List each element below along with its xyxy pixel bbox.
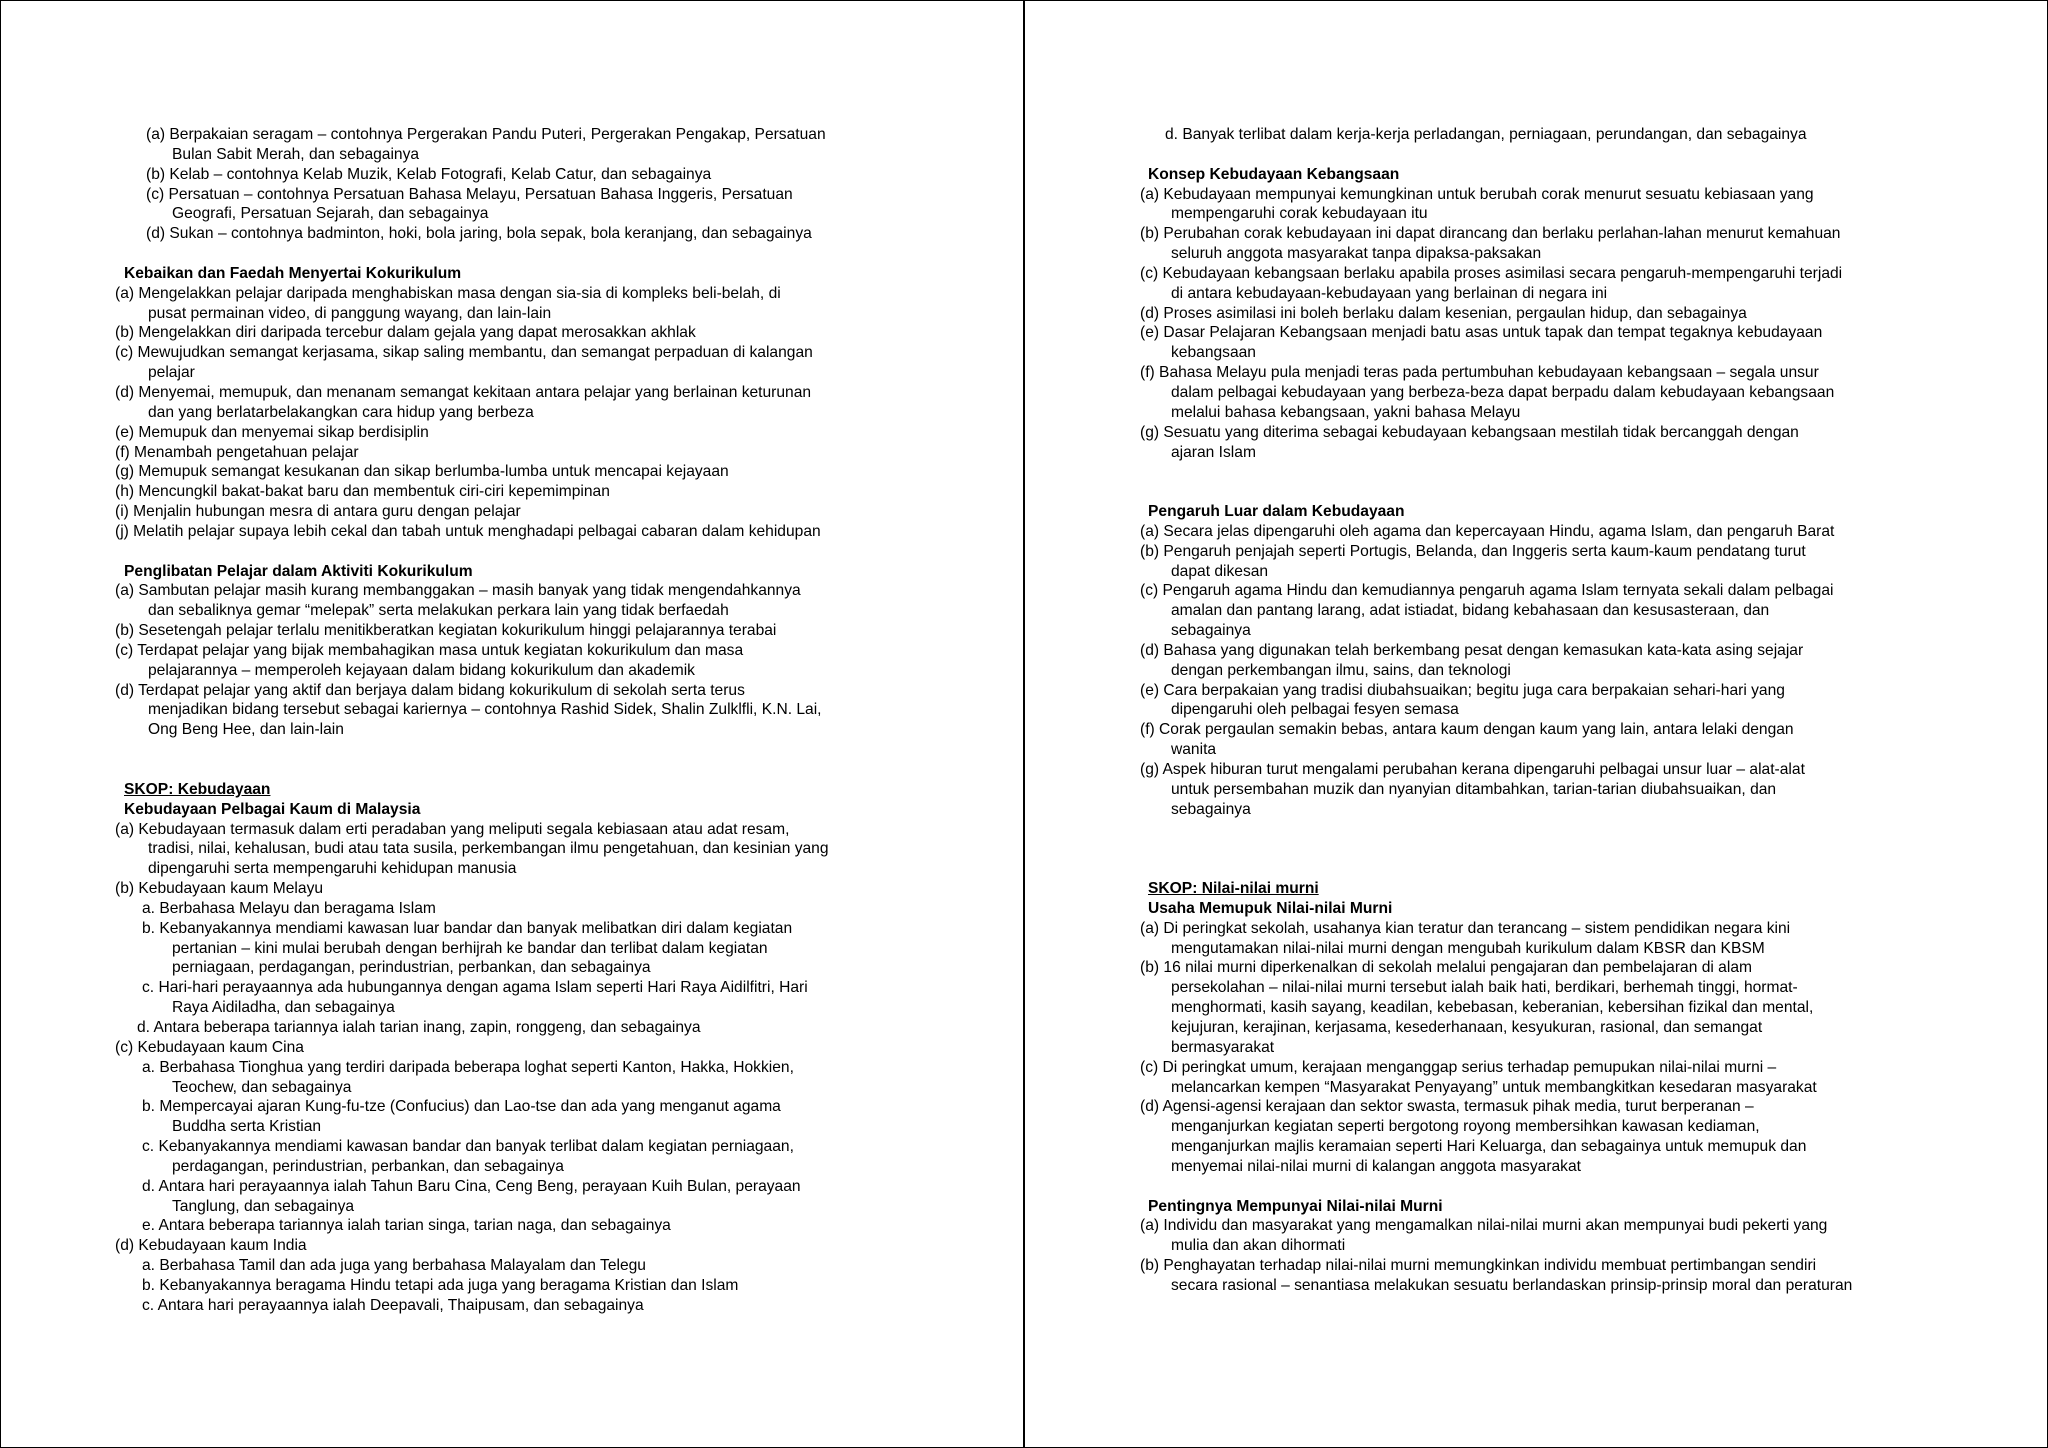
text-line: ajaran Islam xyxy=(1171,443,1256,461)
text-line: Ong Beng Hee, dan lain-lain xyxy=(148,721,344,739)
text-line: persekolahan – nilai-nilai murni tersebut ialah baik hati, berdikari, berhemah tinggi, hormat- xyxy=(1171,979,1798,997)
text-line: (d) Terdapat pelajar yang aktif dan berjaya dalam bidang kokurikulum di sekolah serta terus xyxy=(115,681,745,699)
text-line: (d) Proses asimilasi ini boleh berlaku dalam kesenian, pergaulan hidup, dan sebagainya xyxy=(1140,304,1747,322)
text-line: e. Antara beberapa tariannya ialah tarian singa, tarian naga, dan sebagainya xyxy=(142,1217,671,1235)
text-line: a. Berbahasa Tamil dan ada juga yang berbahasa Malayalam dan Telegu xyxy=(142,1257,646,1275)
text-line: kebangsaan xyxy=(1171,344,1256,362)
text-line: untuk persembahan muzik dan nyanyian ditambahkan, tarian-tarian diubahsuaikan, dan xyxy=(1171,780,1777,798)
text-line: c. Hari-hari perayaannya ada hubungannya dengan agama Islam seperti Hari Raya Aidilfitri, Hari xyxy=(142,979,808,997)
text-line: (f) Menambah pengetahuan pelajar xyxy=(115,443,359,461)
text-line: melalui bahasa kebangsaan, yakni bahasa Melayu xyxy=(1171,403,1521,421)
text-line: dipengaruhi serta mempengaruhi kehidupan manusia xyxy=(148,860,517,878)
text-line: b. Mempercayai ajaran Kung-fu-tze (Confucius) dan Lao-tse dan ada yang menganut agama xyxy=(142,1098,781,1116)
text-line: (b) Mengelakkan diri daripada tercebur dalam gejala yang dapat merosakkan akhlak xyxy=(115,324,696,342)
blank-line xyxy=(1140,820,1970,840)
section-heading: Pentingnya Mempunyai Nilai-nilai Murni xyxy=(1148,1197,1443,1215)
text-line: tradisi, nilai, kehalusan, budi atau tata susila, perkembangan ilmu pengetahuan, dan kesinian yang xyxy=(148,840,829,858)
text-line: (j) Melatih pelajar supaya lebih cekal dan tabah untuk menghadapi pelbagai cabaran dalam kehidupan xyxy=(115,522,821,540)
text-line: d. Banyak terlibat dalam kerja-kerja perladangan, perniagaan, perundangan, dan sebagainya xyxy=(1165,126,1807,143)
text-line: (a) Kebudayaan termasuk dalam erti peradaban yang meliputi segala kebiasaan atau adat resam, xyxy=(115,820,790,838)
text-line: menganjurkan majlis keramaian seperti Hari Keluarga, dan sebagainya untuk memupuk dan xyxy=(1171,1138,1807,1156)
text-line: (a) Mengelakkan pelajar daripada menghabiskan masa dengan sia-sia di kompleks beli-belah, di xyxy=(115,284,781,302)
blank-line xyxy=(1140,839,1970,859)
text-line: Raya Aidiladha, dan sebagainya xyxy=(172,999,395,1017)
text-line: (a) Sambutan pelajar masih kurang membanggakan – masih banyak yang tidak mengendahkannya xyxy=(115,582,801,600)
blank-line xyxy=(1140,1177,1970,1197)
text-line: (b) Sesetengah pelajar terlalu menitikberatkan kegiatan kokurikulum hinggi pelajarannya terabai xyxy=(115,622,777,640)
text-line: c. Antara hari perayaannya ialah Deepavali, Thaipusam, dan sebagainya xyxy=(142,1296,644,1314)
text-line: (c) Pengaruh agama Hindu dan kemudiannya pengaruh agama Islam ternyata sekali dalam pelbagai xyxy=(1140,582,1834,600)
text-line: (b) 16 nilai murni diperkenalkan di sekolah melalui pengajaran dan pembelajaran di alam xyxy=(1140,959,1752,977)
section-heading: Pengaruh Luar dalam Kebudayaan xyxy=(1148,503,1405,521)
text-line: (e) Memupuk dan menyemai sikap berdisiplin xyxy=(115,423,429,441)
text-line: amalan dan pantang larang, adat istiadat, bidang kebahasaan dan kesusasteraan, dan xyxy=(1171,602,1770,620)
text-line: Teochew, dan sebagainya xyxy=(172,1078,352,1096)
text-line: (d) Kebudayaan kaum India xyxy=(115,1237,307,1255)
blank-line xyxy=(115,740,915,760)
text-line: d. Antara hari perayaannya ialah Tahun Baru Cina, Ceng Beng, perayaan Kuih Bulan, perayaan xyxy=(142,1177,801,1195)
text-line: sebagainya xyxy=(1171,622,1251,640)
section-heading: SKOP: Nilai-nilai murni xyxy=(1148,880,1319,898)
blank-line xyxy=(1140,145,1970,165)
text-line: (d) Agensi-agensi kerajaan dan sektor swasta, termasuk pihak media, turut berperanan – xyxy=(1140,1098,1754,1116)
text-line: (d) Sukan – contohnya badminton, hoki, bola jaring, bola sepak, bola keranjang, dan sebagainya xyxy=(146,225,812,243)
section-heading: Kebaikan dan Faedah Menyertai Kokurikulum xyxy=(124,264,462,282)
text-line: (b) Pengaruh penjajah seperti Portugis, Belanda, dan Inggeris serta kaum-kaum pendatang turut xyxy=(1140,542,1806,560)
text-line: (g) Memupuk semangat kesukanan dan sikap berlumba-lumba untuk mencapai kejayaan xyxy=(115,463,729,481)
text-line: menyemai nilai-nilai murni di kalangan anggota masyarakat xyxy=(1171,1157,1581,1175)
blank-line xyxy=(115,244,915,264)
text-line: dalam pelbagai kebudayaan yang berbeza-beza dapat berpadu dalam kebudayaan kebangsaan xyxy=(1171,383,1835,401)
text-line: dan yang berlatarbelakangkan cara hidup yang berbeza xyxy=(148,403,534,421)
text-line: (e) Dasar Pelajaran Kebangsaan menjadi batu asas untuk tapak dan tempat tegaknya kebudayaan xyxy=(1140,324,1823,342)
page-divider xyxy=(1023,0,1025,1448)
text-line: kejujuran, kerajinan, kerjasama, kesederhanaan, kesyukuran, rasional, dan semangat xyxy=(1171,1018,1763,1036)
text-line: pelajar xyxy=(148,364,195,382)
text-line: (c) Di peringkat umum, kerajaan menganggap serius terhadap pemupukan nilai-nilai murni – xyxy=(1140,1058,1777,1076)
text-line: d. Antara beberapa tariannya ialah tarian inang, zapin, ronggeng, dan sebagainya xyxy=(137,1018,701,1036)
text-line: (d) Bahasa yang digunakan telah berkembang pesat dengan kemasukan kata-kata asing sejajar xyxy=(1140,641,1804,659)
text-line: melancarkan kempen “Masyarakat Penyayang” untuk membangkitkan kesedaran masyarakat xyxy=(1171,1078,1817,1096)
text-line: (d) Menyemai, memupuk, dan menanam semangat kekitaan antara pelajar yang berlainan keturunan xyxy=(115,383,812,401)
text-line: seluruh anggota masyarakat tanpa dipaksa-paksakan xyxy=(1171,245,1542,263)
text-line: (c) Persatuan – contohnya Persatuan Bahasa Melayu, Persatuan Bahasa Inggeris, Persatuan xyxy=(146,185,793,203)
text-line: mulia dan akan dihormati xyxy=(1171,1237,1346,1255)
text-line: dengan perkembangan ilmu, sains, dan teknologi xyxy=(1171,661,1511,679)
text-line: menganjurkan kegiatan seperti bergotong royong membersihkan kawasan kediaman, xyxy=(1171,1118,1760,1136)
text-line: mempengaruhi corak kebudayaan itu xyxy=(1171,205,1428,223)
text-line: menjadikan bidang tersebut sebagai kariernya – contohnya Rashid Sidek, Shalin Zulklfli, K.N. Lai, xyxy=(148,701,822,719)
text-line: Bulan Sabit Merah, dan sebagainya xyxy=(172,145,420,163)
text-line: (g) Aspek hiburan turut mengalami perubahan kerana dipengaruhi pelbagai unsur luar – alat-alat xyxy=(1140,761,1805,778)
text-line: a. Berbahasa Melayu dan beragama Islam xyxy=(142,899,436,917)
blank-line xyxy=(1140,859,1970,879)
text-line: (h) Mencungkil bakat-bakat baru dan membentuk ciri-ciri kepemimpinan xyxy=(115,483,610,501)
text-line: (c) Mewujudkan semangat kerjasama, sikap saling membantu, dan semangat perpaduan di kalangan xyxy=(115,344,813,362)
section-heading: Kebudayaan Pelbagai Kaum di Malaysia xyxy=(124,800,421,818)
section-heading: Usaha Memupuk Nilai-nilai Murni xyxy=(1148,899,1393,917)
text-line: pelajarannya – memperoleh kejayaan dalam bidang kokurikulum dan akademik xyxy=(148,661,695,679)
text-line: (c) Kebudayaan kebangsaan berlaku apabila proses asimilasi secara pengaruh-mempengaruhi terjadi xyxy=(1140,264,1843,282)
section-heading: Konsep Kebudayaan Kebangsaan xyxy=(1148,165,1400,183)
text-line: (a) Individu dan masyarakat yang mengamalkan nilai-nilai murni akan mempunyai budi pekerti yang xyxy=(1140,1217,1828,1235)
text-line: (a) Berpakaian seragam – contohnya Pergerakan Pandu Puteri, Pergerakan Pengakap, Persatuan xyxy=(146,126,826,143)
text-line: (b) Penghayatan terhadap nilai-nilai murni memungkinkan individu membuat pertimbangan sendiri xyxy=(1140,1257,1817,1275)
text-line: (c) Terdapat pelajar yang bijak membahagikan masa untuk kegiatan kokurikulum dan masa xyxy=(115,641,744,659)
text-line: dan sebaliknya gemar “melepak” serta melakukan perkara lain yang tidak berfaedah xyxy=(148,602,729,620)
text-line: bermasyarakat xyxy=(1171,1038,1275,1056)
text-line: (i) Menjalin hubungan mesra di antara guru dengan pelajar xyxy=(115,503,521,521)
text-line: dapat dikesan xyxy=(1171,562,1269,580)
text-line: (a) Di peringkat sekolah, usahanya kian teratur dan terancang – sistem pendidikan negara kini xyxy=(1140,919,1791,937)
text-line: perniagaan, perdagangan, perindustrian, perbankan, dan sebagainya xyxy=(172,959,651,977)
text-line: a. Berbahasa Tionghua yang terdiri daripada beberapa loghat seperti Kanton, Hakka, Hokkien, xyxy=(142,1058,794,1076)
text-line: (b) Kelab – contohnya Kelab Muzik, Kelab Fotografi, Kelab Catur, dan sebagainya xyxy=(146,165,712,183)
blank-line xyxy=(115,542,915,562)
left-page xyxy=(115,125,915,1316)
text-line: mengutamakan nilai-nilai murni dengan mengubah kurikulum dalam KBSR dan KBSM xyxy=(1171,939,1765,957)
text-line: Buddha serta Kristian xyxy=(172,1118,322,1136)
section-heading: SKOP: Kebudayaan xyxy=(124,780,271,798)
text-line: dipengaruhi oleh pelbagai fesyen semasa xyxy=(1171,701,1459,719)
text-line: (c) Kebudayaan kaum Cina xyxy=(115,1038,304,1056)
text-line: pertanian – kini mulai berubah dengan berhijrah ke bandar dan terlibat dalam kegiatan xyxy=(172,939,768,957)
text-line: b. Kebanyakannya beragama Hindu tetapi ada juga yang beragama Kristian dan Islam xyxy=(142,1276,739,1294)
text-line: (f) Bahasa Melayu pula menjadi teras pada pertumbuhan kebudayaan kebangsaan – segala unsur xyxy=(1140,364,1819,382)
text-line: menghormati, kasih sayang, keadilan, kebebasan, keberanian, kebersihan fizikal dan mental, xyxy=(1171,999,1814,1017)
text-line: secara rasional – senantiasa melakukan sesuatu berlandaskan prinsip-prinsip moral dan peraturan xyxy=(1171,1276,1853,1294)
text-line: (b) Perubahan corak kebudayaan ini dapat dirancang dan berlaku perlahan-lahan menurut kemahuan xyxy=(1140,225,1841,243)
text-line: (f) Corak pergaulan semakin bebas, antara kaum dengan kaum yang lain, antara lelaki dengan xyxy=(1140,721,1794,739)
text-line: (e) Cara berpakaian yang tradisi diubahsuaikan; begitu juga cara berpakaian sehari-hari yang xyxy=(1140,681,1785,699)
text-line: Tanglung, dan sebagainya xyxy=(172,1197,355,1215)
blank-line xyxy=(115,760,915,780)
section-heading: Penglibatan Pelajar dalam Aktiviti Kokurikulum xyxy=(124,562,473,580)
text-line: wanita xyxy=(1171,741,1217,759)
text-line: b. Kebanyakannya mendiami kawasan luar bandar dan banyak melibatkan diri dalam kegiatan xyxy=(142,919,793,937)
blank-line xyxy=(1140,462,1970,482)
text-line: Geografi, Persatuan Sejarah, dan sebagainya xyxy=(172,205,489,223)
text-line: pusat permainan video, di panggung wayang, dan lain-lain xyxy=(148,304,552,322)
text-line: (a) Secara jelas dipengaruhi oleh agama dan kepercayaan Hindu, agama Islam, dan pengaruh Barat xyxy=(1140,522,1835,540)
text-line: c. Kebanyakannya mendiami kawasan bandar dan banyak terlibat dalam kegiatan perniagaan, xyxy=(142,1138,794,1156)
right-page xyxy=(1140,125,1970,1296)
text-line: perdagangan, perindustrian, perbankan, dan sebagainya xyxy=(172,1157,564,1175)
text-line: di antara kebudayaan-kebudayaan yang berlainan di negara ini xyxy=(1171,284,1608,302)
text-line: (g) Sesuatu yang diterima sebagai kebudayaan kebangsaan mestilah tidak bercanggah dengan xyxy=(1140,423,1799,441)
blank-line xyxy=(1140,482,1970,502)
text-line: (a) Kebudayaan mempunyai kemungkinan untuk berubah corak menurut sesuatu kebiasaan yang xyxy=(1140,185,1814,203)
text-line: (b) Kebudayaan kaum Melayu xyxy=(115,880,324,898)
text-line: sebagainya xyxy=(1171,800,1251,818)
